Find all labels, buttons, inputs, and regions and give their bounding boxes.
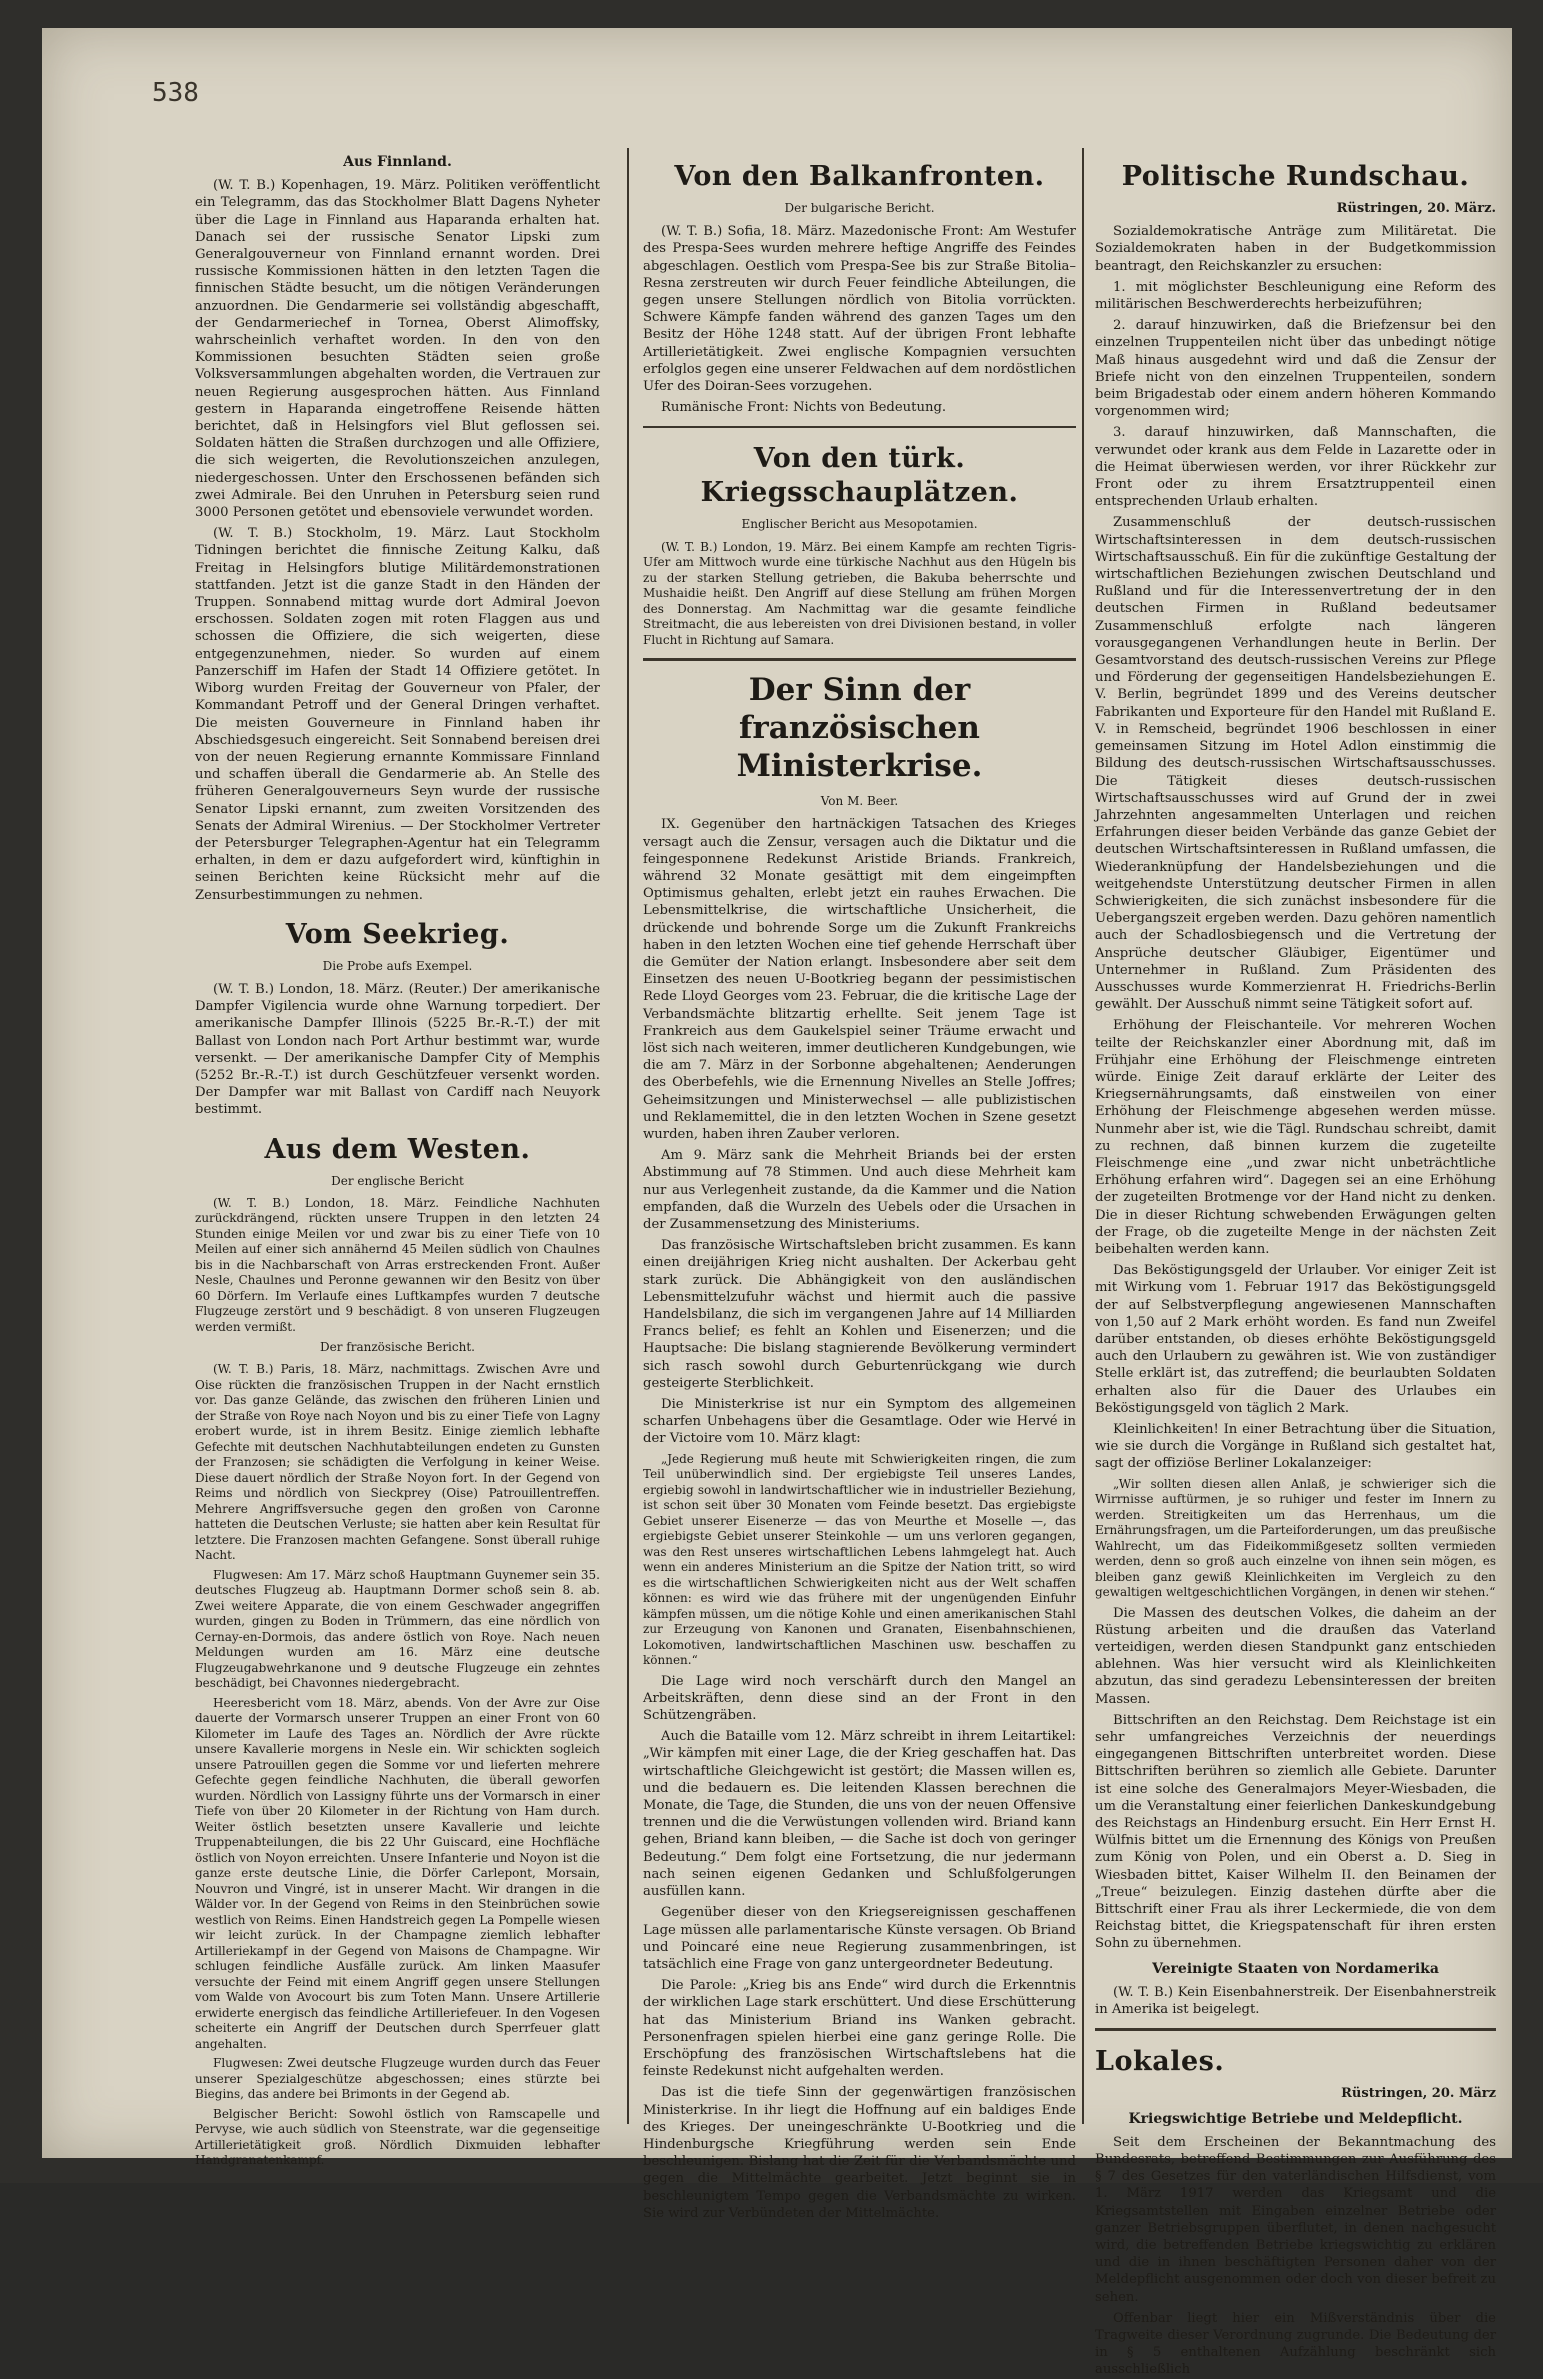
article-ministerkrise-3: Das französische Wirtschaftsleben bricht zusammen. Es kann einen dreijährigen Krieg nicht aushalten. Der Ackerbau geht stark zurück. Die Abhängigkeit von den ausländischen Lebensmittelzufuhr wächst und hiermit auch die passive Handelsbilanz, die sich im vergangenen Jahre auf 14 Milliarden Francs belief; es fehlt an Kohlen und Eisenerzen; und die Hauptsache: Die bislang stagnierende Bevölkerung vermindert sich rasch sowohl durch Geburtenrückgang wie durch gesteigerte Sterblichkeit.: [643, 1238, 1076, 1391]
subheading-mesopotamia: Englischer Bericht aus Mesopotamien.: [741, 517, 978, 532]
column-rule-1: [627, 148, 629, 2124]
page-number: 538: [152, 78, 199, 108]
article-politik-3: 2. darauf hinzuwirken, daß die Briefzensur bei den einzelnen Truppenteilen nicht über das unbedingt nötige Maß hinaus ausgedehnt wird und daß die Zensur der Briefe nicht von den einzelnen Truppenteilen, sondern beim Brigadestab oder einem andern höheren Kommando vorgenommen wird;: [1095, 318, 1496, 420]
article-politik-1: Sozialdemokratische Anträge zum Militäretat. Die Sozialdemokraten haben in der Budgetkommission beantragt, den Reichskanzler zu ersuchen:: [1095, 224, 1496, 274]
article-french-report-4: Flugwesen: Zwei deutsche Flugzeuge wurden durch das Feuer unserer Spezialgeschütze abgeschossen; eines stürzte bei Biegins, das andere bei Brimonts in der Gegend ab.: [195, 2056, 600, 2102]
article-romanian-front: Rumänische Front: Nichts von Bedeutung.: [661, 400, 947, 416]
article-belgian-report: Belgischer Bericht: Sowohl östlich von Ramscapelle und Pervyse, wie auch südlich von Steenstrate, war die gegenseitige Artillerietätigkeit groß. Nördlich Dixmuiden lebhafter Handgranatenkampf.: [195, 2106, 600, 2168]
article-french-report-2: Flugwesen: Am 17. März schoß Hauptmann Guynemer sein 35. deutsches Flugzeug ab. Hauptmann Dormer schoß sein 8. ab. Zwei weitere Apparate, die von einem Geschwader angegriffen wurden, gingen zu Boden in Trümmern, das eine nördlich von Cernay-en-Dormois, das andere östlich von Roye. Nach neuen Meldungen wurden am 16. März eine deutsche Flugzeugabwehrkanone und 9 deutsche Flugzeuge ein zehntes beschädigt, bei Chavonnes niedergebracht.: [195, 1567, 600, 1691]
column-middle: [643, 146, 1076, 2221]
divider: [643, 426, 1076, 428]
subheading-bulgarian-report: Der bulgarische Bericht.: [784, 201, 935, 215]
article-english-report: (W. T. B.) London, 18. März. Feindliche Nachhuten zurückdrängend, rückten unsere Truppen in den letzten 24 Stunden einige Meilen vor und zwar bis zu einer Tiefe von 10 Meilen auf einer sich annähernd 45 Meilen südlich von Chaulnes bis in die Nachbarschaft von Arras erstreckenden Front. Außer Nesle, Chaulnes und Peronne gewannen wir den Besitz von über 60 Dörfern. Im Verlaufe eines Luftkampfes wurden 7 deutsche Flugzeuge zerstört und 9 beschädigt. 8 von unseren Flugzeugen werden vermißt.: [195, 1195, 600, 1334]
subheading-english-report: Der englische Bericht: [331, 1173, 464, 1188]
article-politik-8: Kleinlichkeiten! In einer Betrachtung über die Situation, wie sie durch die Vorgänge in Rußland sich gestaltet hat, sagt der offiziöse Berliner Lokalanzeiger:: [1095, 1422, 1496, 1472]
article-politik-2: 1. mit möglichster Beschleunigung eine Reform des militärischen Beschwerderechts herbeizuführen;: [1095, 279, 1496, 313]
article-ministerkrise-4: Die Ministerkrise ist nur ein Symptom des allgemeinen scharfen Unbehagens über die Gesamtlage. Oder wie Hervé in der Victoire vom 10. März klagt:: [643, 1397, 1076, 1447]
heading-turkish-fronts: Von den türk. Kriegsschauplätzen.: [700, 443, 1019, 509]
heading-ministerkrise: Der Sinn der französischen Ministerkrise.: [736, 672, 983, 785]
article-french-report-3: Heeresbericht vom 18. März, abends. Von der Avre zur Oise dauerte der Vormarsch unserer Truppen an einer Front von 60 Kilometer im Laufe des Tages an. Nördlich der Avre rückte unsere Kavallerie morgens in Nesle ein. Wir schickten sogleich unsere Patrouillen gegen die Somme vor und lieferten mehrere Gefechte gegen feindliche Nachhuten, die überall geworfen wurden. Nördlich von Lassigny führte uns der Vormarsch in einer Tiefe von über 20 Kilometer in der Richtung von Ham durch. Weiter östlich besetzten unsere Kavallerie und leichte Truppenabteilungen, die bis 22 Uhr Guiscard, eine Hochfläche östlich von Noyon erreichten. Unsere Infanterie und Noyon ist die ganze erste deutsche Linie, die Dörfer Carlepont, Morsain, Nouvron und Vingré, ist in unserer Macht. Wir drangen in die Wälder vor. In der Gegend von Reims in den Steinbrüchen sowie westlich von Reims. Einen Handstreich gegen La Pompelle wiesen wir leicht zurück. In der Champagne ziemlich lebhafter Artilleriekampf in der Gegend von Maisons de Champagne. Wir schlugen feindliche Ausfälle zurück. Am linken Maasufer versuchte der Feind mit einem Angriff gegen unsere Stellungen vom Walde von Avocourt bis zum Toten Mann. Unsere Artillerie erwiderte energisch das feindliche Artilleriefeuer. In den Vogesen scheiterte ein Angriff der Deutschen durch Sperrfeuer glatt angehalten.: [195, 1695, 600, 2051]
article-politik-5: Zusammenschluß der deutsch-russischen Wirtschaftsinteressen in dem deutsch-russischen Wirtschaftsausschuß. Ein für die zukünftige Gestaltung der wirtschaftlichen Beziehungen zwischen Deutschland und Rußland und für die Interessenvertretung der in den deutschen Firmen in Rußland bedeutsamer Zusammenschluß erfolgte nach längeren vorausgegangenen Verhandlungen heute in Berlin. Der Gesamtvorstand des deutsch-russischen Vereins zur Pflege und Förderung der gegenseitigen Handelsbeziehungen E. V. Berlin, begründet 1899 und des Vereins deutscher Fabrikanten und Exporteure für den Handel mit Rußland E. V. in Remscheid, begründet 1906 beschlossen in einer gemeinsamen Sitzung im Hotel Adlon einstimmig die Bildung des deutsch-russischen Wirtschaftsausschusses. Die Tätigkeit dieses deutsch-russischen Wirtschaftsausschusses wird auf Grund der in zwei Jahrzehnten angesammelten Unterlagen und reichen Erfahrungen dieser beiden Verbände das ganze Gebiet der deutschen Wirtschaftsinteressen in Rußland umfassen, die Wiederanknüpfung der Handelsbeziehungen und die weitgehendste Unterstützung deutscher Firmen in allen Schwierigkeiten, die sich zunächst insbesondere für die Uebergangszeit ergeben werden. Dazu gehören namentlich auch der Schadlosbiegensch und die Vertretung der Ansprüche deutscher Gläubiger, Eigentümer und Unternehmer in Rußland. Zum Präsidenten des Ausschusses wurde Kommerzienrat H. Friedrichs-Berlin gewählt. Der Ausschuß nimmt seine Tätigkeit sofort auf.: [1095, 515, 1496, 1013]
article-french-report-1: (W. T. B.) Paris, 18. März, nachmittags. Zwischen Avre und Oise rückten die französischen Truppen in der Nacht ernstlich vor. Das ganze Gelände, das zwischen den früheren Linien und der Straße von Roye nach Noyon und bis zu einer Tiefe von Lagny erobert wurde, ist in ihrem Besitz. Einige ziemlich lebhafte Gefechte mit deutschen Nachhutabteilungen endeten zu Gunsten der Franzosen; sie schädigten die Verfolgung in keiner Weise. Diese dauert nördlich der Straße Noyon fort. In der Gegend von Reims und nördlich von Sieckprey (Oise) Patrouillentreffen. Mehrere Angriffsversuche gegen den großen von Caronne hatteten die Deutschen Verluste; sie hatten aber kein Resultat für letztere. Die Franzosen machten Gefangene. Sonst überall ruhige Nacht.: [195, 1362, 600, 1563]
article-bulgarian-report: (W. T. B.) Sofia, 18. März. Mazedonische Front: Am Westufer des Prespa-Sees wurden mehrere heftige Angriffe des Feindes abgeschlagen. Oestlich vom Prespa-See bis zur Straße Bitolia–Resna zerstreuten wir durch Feuer feindliche Abteilungen, die gegen unsere Stellungen nördlich von Bitolia vorrückten. Schwere Kämpfe fanden während des ganzen Tages um den Besitz der Höhe 1248 statt. Auf der übrigen Front lebhafte Artillerietätigkeit. Zwei englische Kompagnien versuchten erfolglos gegen eine unserer Feldwachen auf dem nordöstlichen Ufer des Doiran-Sees vorzugehen.: [643, 224, 1076, 395]
dateline-politik: Rüstringen, 20. März.: [1336, 201, 1496, 216]
article-politik-quote: „Wir sollten diesen allen Anlaß, je schwieriger sich die Wirrnisse auftürmen, je so ruhiger und fester im Innern zu werden. Streitigkeiten um das Herrenhaus, um die Ernährungsfragen, um die Parteiforderungen, um das preußische Wahlrecht, um das Fideikommißgesetz sollten vermieden werden, denn so groß auch einzelne von ihnen sein mögen, es bleiben ganz gewiß Kleinlichkeiten im Vergleich zu den gewaltigen weltgeschichtlichen Vorgängen, in denen wir stehen.“: [1095, 1476, 1496, 1600]
subheading-seekrieg: Die Probe aufs Exempel.: [322, 958, 473, 973]
subheading-french-report: Der französische Bericht.: [320, 1340, 475, 1355]
article-ministerkrise-9: Die Parole: „Krieg bis ans Ende“ wird durch die Erkenntnis der wirklichen Lage stark erschüttert. Und diese Erschütterung hat das Ministerium Briand ins Wanken gebracht. Personenfragen spielen hierbei eine ganz geringe Rolle. Die Erschöpfung des französischen Wirtschaftslebens hat die feinste Redekunst nicht aufgehalten werden.: [643, 1978, 1076, 2080]
heading-westen: Aus dem Westen.: [264, 1133, 531, 1165]
column-rule-2: [1082, 148, 1084, 2124]
article-lokales-1: Seit dem Erscheinen der Bekanntmachung des Bundesrats, betreffend Bestimmungen zur Ausführung des § 7 des Gesetzes für den vaterländischen Hilfsdienst, vom 1. März 1917 werden das Kriegsamt und die Kriegsamtstellen mit Eingaben einzelner Betriebe oder ganzer Betriebsgruppen überflutet, in denen nachgesucht wird, die betreffenden Betriebe kriegswichtig zu erklären und die in ihnen beschäftigten Personen daher von der Meldepflicht ausgenommen oder doch von dieser befreit zu sehen.: [1095, 2134, 1496, 2305]
article-usa: (W. T. B.) Kein Eisenbahnerstreik. Der Eisenbahnerstreik in Amerika ist beigelegt.: [1095, 1984, 1496, 2018]
column-right: [1095, 146, 1496, 2378]
byline: Von M. Beer.: [820, 794, 899, 809]
article-politik-10: Die Massen des deutschen Volkes, die daheim an der Rüstung arbeiten und die draußen das Vaterland verteidigen, werden diesen Standpunkt ganz entschieden ablehnen. Was hier versucht wird als Kleinlichkeiten abzutun, das sind geradezu Lebensinteressen der breiten Massen.: [1095, 1605, 1496, 1707]
heading-usa: Vereinigte Staaten von Nordamerika: [1152, 1960, 1439, 1977]
article-ministerkrise-7: Auch die Bataille vom 12. März schreibt in ihrem Leitartikel: „Wir kämpfen mit einer Lage, die der Krieg geschaffen hat. Das wirtschaftliche Gleichgewicht ist gestört; die Massen willen es, und die bedauern es. Die leitenden Klassen berechnen die Monate, die Tage, die Stunden, die uns von der neuen Offensive trennen und die die Verwüstungen vollenden wird. Briand kann gehen, Briand kann bleiben, — die Sache ist doch von geringer Bedeutung.“ Dem folgt eine Fortsetzung, die nur jedermann nach seinen eigenen Gedanken und Schlußfolgerungen ausfüllen kann.: [643, 1729, 1076, 1900]
subheading-lokales: Kriegswichtige Betriebe und Meldepflicht.: [1128, 2110, 1463, 2127]
article-politik-4: 3. darauf hinzuwirken, daß Mannschaften, die verwundet oder krank aus dem Felde in Lazarette oder in die Heimat überwiesen werden, vor ihrer Rückkehr zur Front oder zu ihrem Ersatztruppenteil einen entsprechenden Urlaub erhalten.: [1095, 425, 1496, 510]
article-politik-11: Bittschriften an den Reichstag. Dem Reichstage ist ein sehr umfangreiches Verzeichnis der neuerdings eingegangenen Bittschriften unterbreitet worden. Diese Bittschriften berühren so ziemlich alle Gebiete. Darunter ist eine solche des Generalmajors Meyer-Wiesbaden, die um die Veranstaltung einer feierlichen Dankeskundgebung des Reichstags an Hindenburg ersucht. Ein Herr Ernst H. Wülfnis bittet um die Ernennung des Königs von Preußen zum König von Polen, und ein Oberst a. D. Sieg in Wiesbaden bittet, Kaiser Wilhelm II. den Beinamen der „Treue“ beizulegen. Einzig dastehen dürfte aber die Bittschrift einer Frau als ihrer Leckermiede, die von dem Reichstag bittet, die Kriegspatenschaft für ihren ersten Sohn zu übernehmen.: [1095, 1712, 1496, 1952]
article-politik-6: Erhöhung der Fleischanteile. Vor mehreren Wochen teilte der Reichskanzler einer Abordnung mit, daß im Frühjahr eine Erhöhung der Fleischmenge eintreten würde. Einige Zeit darauf erklärte der Leiter des Kriegsernährungsamts, daß einstweilen von einer Erhöhung der Fleischmenge abgesehen werden müsse. Nunmehr aber ist, wie die Tägl. Rundschau schreibt, damit zu rechnen, daß binnen kurzem die zugeteilte Fleischmenge eine „und zwar nicht unbeträchtliche Erhöhung erfahren wird“. Dagegen sei an eine Erhöhung der zugeteilten Brotmenge vor der Hand nicht zu denken. Die in dieser Richtung schwebenden Erwägungen gelten der Frage, ob die zugeteilte Menge in der nächsten Zeit beibehalten werden kann.: [1095, 1018, 1496, 1257]
heading-seekrieg: Vom Seekrieg.: [285, 918, 510, 950]
article-politik-7: Das Beköstigungsgeld der Urlauber. Vor einiger Zeit ist mit Wirkung vom 1. Februar 1917 das Beköstigungsgeld der auf Selbstverpflegung angewiesenen Mannschaften von 1,50 auf 2 Mark erhöht worden. Es fand nun Zweifel darüber entstanden, ob dieses erhöhte Beköstigungsgeld auch den Urlaubern zu gewähren ist. Wie von zuständiger Stelle erklärt ist, das zutreffend; die beurlaubten Soldaten erhalten also für die Dauer des Urlaubes ein Beköstigungsgeld von täglich 2 Mark.: [1095, 1263, 1496, 1416]
article-lokales-2: Offenbar liegt hier ein Mißverständnis über die Tragweite dieser Verordnung zugrunde. Die Bedeutung der in § 5 enthaltenen Aufzählung beschränkt sich ausschließlich: [1095, 2310, 1496, 2378]
heading-politische-rundschau: Politische Rundschau.: [1121, 161, 1470, 192]
article-finland-1: (W. T. B.) Kopenhagen, 19. März. Politiken veröffentlicht ein Telegramm, das das Stockholmer Blatt Dagens Nyheter über die Lage in Finnland aus Haparanda erhalten hat. Danach sei der russische Senator Lipski zum Generalgouverneur von Finnland ernannt worden. Drei russische Kommissionen hätten in den letzten Tagen die finnischen Städte besucht, um die nötigen Veränderungen anzuordnen. Die Gendarmerie sei vollständig abgeschafft, der Gendarmeriechef in Tornea, Oberst Alimoffsky, wahrscheinlich verhaftet worden. In den von den Kommissionen besuchten Städten seien große Volksversammlungen abgehalten worden, die Vertrauen zur neuen Regierung ausgesprochen hätten. Aus Finnland gestern in Haparanda eingetroffene Reisende hätten berichtet, daß in Helsingfors viel Blut geflossen sei. Soldaten hätten die Straßen durchzogen und alle Offiziere, die sich weigerten, die Revolutionszeichen anzulegen, niedergeschossen. Unter den Erschossenen befänden sich zwei Admirale. Bei den Unruhen in Petersburg seien rund 3000 Personen getötet und ebensoviele verwundet worden.: [195, 178, 600, 521]
article-seekrieg: (W. T. B.) London, 18. März. (Reuter.) Der amerikanische Dampfer Vigilencia wurde ohne Warnung torpediert. Der amerikanische Dampfer Illinois (5225 Br.-R.-T.) der mit Ballast von London nach Port Arthur bestimmt war, wurde versenkt. — Der amerikanische Dampfer City of Memphis (5252 Br.-R.-T.) ist durch Geschützfeuer versenkt worden. Der Dampfer war mit Ballast von Cardiff nach Neuyork bestimmt.: [195, 981, 600, 1118]
heading-lokales: Lokales.: [1095, 2046, 1225, 2078]
column-left: [195, 146, 600, 2168]
divider: [1095, 2028, 1496, 2031]
article-mesopotamia: (W. T. B.) London, 19. März. Bei einem Kampfe am rechten Tigris-Ufer am Mittwoch wurde eine türkische Nachhut aus den Hügeln bis zu der starken Stellung getrieben, die Bakuba beherrschte und Mushaidie heißt. Den Angriff auf diese Stellung am frühen Morgen des Donnerstag. Am Nachmittag war die gesamte feindliche Streitmacht, die aus lebereisten von drei Divisionen bestand, in voller Flucht in Richtung auf Samara.: [643, 539, 1076, 647]
newspaper-page: [42, 28, 1512, 2378]
heading-finland: Aus Finnland.: [343, 154, 452, 170]
article-finland-2: (W. T. B.) Stockholm, 19. März. Laut Stockholm Tidningen berichtet die finnische Zeitung Kalku, daß Freitag in Helsingfors blutige Militärdemonstrationen stattfanden. Jetzt ist die ganze Stadt in den Händen der Truppen. Sonnabend mittag wurde dort Admiral Joevon erschossen. Soldaten zogen mit roten Flaggen aus und schossen die Offiziere, die sich weigerten, diese entgegenzunehmen, nieder. So wurden auf einem Panzerschiff im Hafen der Stadt 14 Offiziere getötet. In Wiborg wurden Freitag der Gouverneur von Pfaler, der Kommandant Petroff und der General Dringen verhaftet. Die meisten Gouverneure in Finnland haben ihr Abschiedsgesuch eingereicht. Seit Sonnabend bereisen drei von der neuen Regierung ernannte Kommissare Finnland und schaffen überall die Gendarmerie ab. An Stelle des früheren Generalgouverneurs Seyn wurde der russische Senator Lipski ernannt, zum zweiten Vorsitzenden des Senats der Admiral Wirenius. — Der Stockholmer Vertreter der Petersburger Telegraphen-Agentur hat ein Telegramm erhalten, in dem er dazu aufgefordert wird, künftighin in seinen Berichten keine Rücksicht mehr auf die Zensurbestimmungen zu nehmen.: [195, 526, 600, 903]
article-ministerkrise-8: Gegenüber dieser von den Kriegsereignissen geschaffenen Lage müssen alle parlamentarische Künste versagen. Ob Briand und Poincaré eine neue Regierung zusammenbringen, ist tatsächlich eine Frage von ganz untergeordneter Bedeutung.: [643, 1905, 1076, 1972]
article-ministerkrise-quote: „Jede Regierung muß heute mit Schwierigkeiten ringen, die zum Teil unüberwindlich sind. Der ergiebigste Teil unseres Landes, ergiebig sowohl in landwirtschaftlicher wie in industrieller Beziehung, ist schon seit über 30 Monaten vom Feinde besetzt. Das ergiebigste Gebiet unserer Eisenerze — das von Meurthe et Moselle —, das ergiebigste Gebiet unserer Steinkohle — um uns verloren gegangen, was den Rest unseres wirtschaftlichen Lebens lahmgelegt hat. Auch wenn ein anderes Ministerium an die Spitze der Nation tritt, so wird es die wirtschaftlichen Schwierigkeiten nicht aus der Welt schaffen können: es wird wie das frühere mit der ungenügenden Einfuhr kämpfen müssen, um die nötige Kohle und einen amerikanischen Stahl zur Erzeugung von Kanonen und Granaten, Eisenbahnschienen, Lokomotiven, landwirtschaftlichen Maschinen usw. beschaffen zu können.“: [643, 1451, 1076, 1668]
article-ministerkrise-1: IX. Gegenüber den hartnäckigen Tatsachen des Krieges versagt auch die Zensur, versagen auch die Diktatur und die feingesponnene Redekunst Aristide Briands. Frankreich, während 32 Monate gesättigt mit dem eingeimpften Optimismus gehalten, erlebt jetzt ein rauhes Erwachen. Die Lebensmittelkrise, die wirtschaftliche Unsicherheit, die drückende und bohrende Sorge um die Zukunft Frankreichs haben in den letzten Wochen eine tief gehende Herrschaft über die Gemüter der Nation erlangt. Insbesondere aber seit dem Einsetzen des neuen U-Bootkrieg begann der pessimistischen Rede Lloyd Georges vom 23. Februar, die die kritische Lage der Verbandsmächte blitzartig erhellte. Seit jenem Tage ist Frankreich aus dem Gaukelspiel seiner Träume erwacht und löst sich nach weiteren, immer deutlicheren Kundgebungen, wie die am 7. März in der Sorbonne abgehaltenen; Aenderungen des Oberbefehls, wie die Ernennung Nivelles an Stelle Joffres; Geheimsitzungen und Ministerwechsel — alle publizistischen und Reklamemittel, die in den letzten Wochen in Szene gesetzt wurden, haben ihren Zauber verloren.: [643, 817, 1076, 1142]
dateline-lokales: Rüstringen, 20. März: [1341, 2086, 1496, 2102]
article-ministerkrise-6: Die Lage wird noch verschärft durch den Mangel an Arbeitskräften, denn diese sind an der Front in den Schützengräben.: [643, 1673, 1076, 1724]
divider: [643, 658, 1076, 661]
heading-balkan: Von den Balkanfronten.: [674, 161, 1045, 192]
article-ministerkrise-10: Das ist die tiefe Sinn der gegenwärtigen französischen Ministerkrise. In ihr liegt die Hoffnung auf ein baldiges Ende des Krieges. Der uneingeschränkte U-Bootkrieg und die Hindenburgsche Kriegführung werden sein Ende beschleunigen. Bislang hat die Zeit für die Verbandsmächte und gegen die Mittelmächte gearbeitet. Jetzt beginnt sie in beschleunigtem Tempo gegen die Verbandsmächte zu wirken. Sie wird zur Verbündeten der Mittelmächte.: [643, 2085, 1076, 2221]
article-ministerkrise-2: Am 9. März sank die Mehrheit Briands bei der ersten Abstimmung auf 78 Stimmen. Und auch diese Mehrheit kam nur aus Verlegenheit zustande, da die Kammer und die Nation empfanden, daß die Wurzeln des Uebels oder die Ursachen in der Zusammensetzung des Ministeriums.: [643, 1148, 1076, 1233]
